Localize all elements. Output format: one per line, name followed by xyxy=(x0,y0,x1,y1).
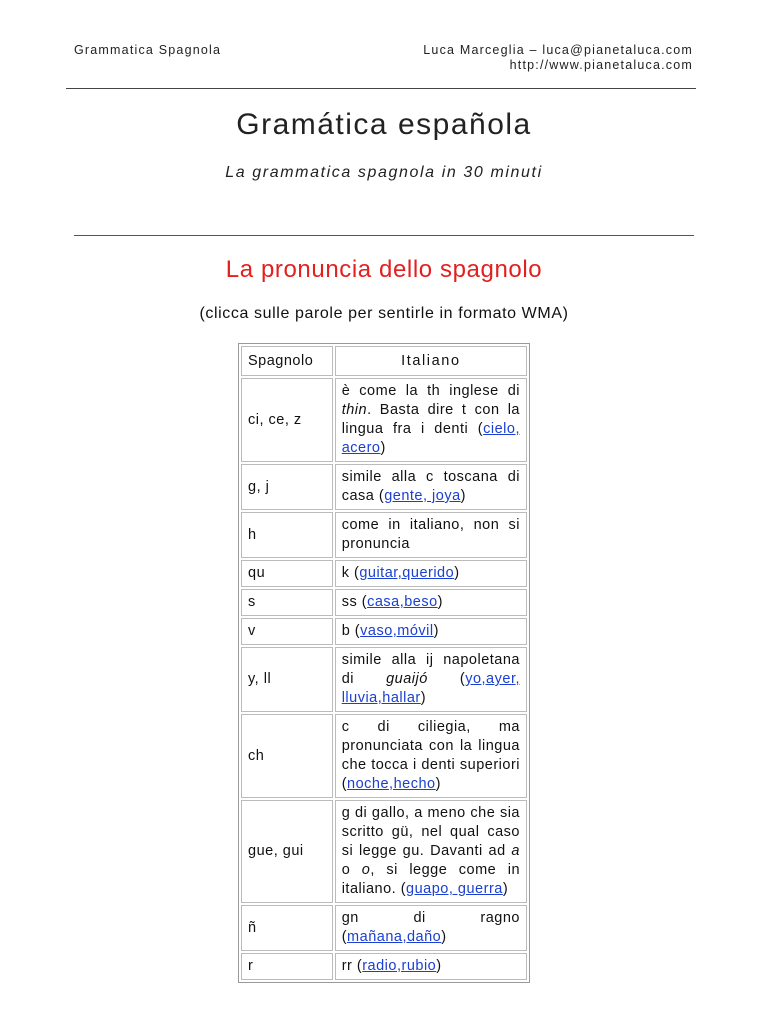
column-header-italian: Italiano xyxy=(335,346,527,376)
audio-example-link[interactable]: gente, joya xyxy=(384,488,461,504)
table-row xyxy=(241,618,527,645)
header-right xyxy=(423,43,693,73)
audio-example-link[interactable]: guapo, guerra xyxy=(406,881,503,897)
italian-description-cell: g di gallo, a meno che sia scritto gü, nel qual caso si legge gu. Davanti ad a o o, si legge come in italiano. (guapo, guerra) xyxy=(335,800,527,903)
pronunciation-table xyxy=(238,343,530,983)
italian-description-cell: k (guitar,querido) xyxy=(335,560,527,587)
header-website: http://www.pianetaluca.com xyxy=(509,58,693,72)
page-title: Gramática española xyxy=(236,108,532,141)
table-row xyxy=(241,560,527,587)
audio-example-link[interactable]: yo,ayer, lluvia,hallar xyxy=(341,671,520,706)
italic-word: a xyxy=(511,843,520,859)
italian-description-cell: simile alla c toscana di casa (gente, joya) xyxy=(335,464,527,510)
spanish-letter-cell: s xyxy=(241,589,333,616)
header-author-email: Luca Marceglia – luca@pianetaluca.com xyxy=(423,43,693,57)
table-row xyxy=(241,953,527,980)
table-row xyxy=(241,512,527,558)
italian-description-cell: b (vaso,móvil) xyxy=(335,618,527,645)
spanish-letter-cell: qu xyxy=(241,560,333,587)
spanish-letter-cell: ci, ce, z xyxy=(241,378,333,462)
audio-example-link[interactable]: cielo, acero xyxy=(341,421,520,456)
audio-example-link[interactable]: vaso,móvil xyxy=(360,623,434,639)
table-row xyxy=(241,647,527,712)
page-subtitle: La grammatica spagnola in 30 minuti xyxy=(225,164,543,181)
table-row xyxy=(241,378,527,462)
header-left: Grammatica Spagnola xyxy=(74,43,222,57)
italian-description-cell: c di ciliegia, ma pronunciata con la lingua che tocca i denti superiori (noche,hecho) xyxy=(335,714,527,798)
italian-description-cell: gn di ragno (mañana,daño) xyxy=(335,905,527,951)
section-title: La pronuncia dello spagnolo xyxy=(225,256,543,283)
spanish-letter-cell: h xyxy=(241,512,333,558)
audio-example-link[interactable]: noche,hecho xyxy=(347,776,436,792)
spanish-letter-cell: v xyxy=(241,618,333,645)
audio-example-link[interactable]: casa,beso xyxy=(367,594,438,610)
table-body xyxy=(241,378,527,980)
table-row xyxy=(241,905,527,951)
title-divider xyxy=(74,235,694,236)
italian-description-cell: come in italiano, non si pronuncia xyxy=(335,512,527,558)
audio-example-link[interactable]: guitar,querido xyxy=(359,565,455,581)
table-row xyxy=(241,714,527,798)
table-row xyxy=(241,800,527,903)
italic-word: guaijó xyxy=(386,671,428,687)
spanish-letter-cell: gue, gui xyxy=(241,800,333,903)
italic-word: thin xyxy=(341,402,368,418)
audio-example-link[interactable]: radio,rubio xyxy=(362,958,437,974)
table-row xyxy=(241,464,527,510)
header-divider xyxy=(66,88,696,89)
italian-description-cell: rr (radio,rubio) xyxy=(335,953,527,980)
table-row xyxy=(241,589,527,616)
spanish-letter-cell: y, ll xyxy=(241,647,333,712)
spanish-letter-cell: ch xyxy=(241,714,333,798)
column-header-spanish: Spagnolo xyxy=(241,346,333,376)
instruction-note: (clicca sulle parole per sentirle in formato WMA) xyxy=(199,305,569,322)
italian-description-cell: simile alla ij napoletana di guaijó (yo,ayer, lluvia,hallar) xyxy=(335,647,527,712)
italic-word: o xyxy=(361,862,371,878)
spanish-letter-cell: ñ xyxy=(241,905,333,951)
audio-example-link[interactable]: mañana,daño xyxy=(347,929,442,945)
italian-description-cell: ss (casa,beso) xyxy=(335,589,527,616)
spanish-letter-cell: g, j xyxy=(241,464,333,510)
spanish-letter-cell: r xyxy=(241,953,333,980)
table-header-row xyxy=(241,346,527,376)
italian-description-cell: è come la th inglese di thin. Basta dire t con la lingua fra i denti (cielo, acero) xyxy=(335,378,527,462)
